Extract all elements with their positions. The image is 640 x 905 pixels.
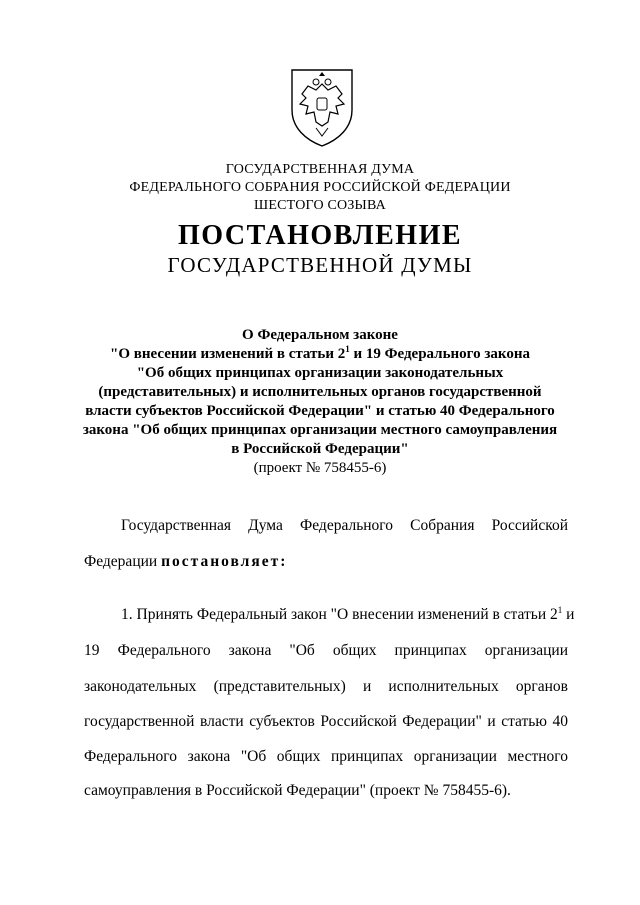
title-line-5: власти субъектов Российской Федерации" и статью 40 Федерального (85, 403, 555, 419)
title-line-2: "О внесении изменений в статьи $2^1$ и 19 Федерального закона (110, 344, 530, 362)
document-type: ПОСТАНОВЛЕНИЕ (177, 220, 463, 251)
paragraph-2-line-2: 19 Федерального закона "Об общих принципах организации (84, 642, 568, 659)
title-line-7: в Российской Федерации" (231, 441, 409, 457)
paragraph-2-line-6: самоуправления в Российской Федерации" (проект № 758455-6). (84, 782, 511, 799)
paragraph-2-line-4: государственной власти субъектов Российской Федерации" и статью 40 (84, 713, 568, 730)
header-convocation: ШЕСТОГО СОЗЫВА (254, 198, 386, 213)
paragraph-1-line-2: Федерации постановляет: (84, 553, 288, 570)
state-emblem-icon (286, 66, 358, 148)
document-subtype: ГОСУДАРСТВЕННОЙ ДУМЫ (167, 253, 473, 277)
paragraph-2-line-1: 1. Принять Федеральный закон "О внесении изменений в статьи $2^1$ и (121, 604, 575, 623)
title-line-6: закона "Об общих принципах организации местного самоуправления (82, 422, 558, 438)
paragraph-1-line-1: Государственная Дума Федерального Собрания Российской (121, 517, 568, 534)
header-assembly: ФЕДЕРАЛЬНОГО СОБРАНИЯ РОССИЙСКОЙ ФЕДЕРАЦИИ (129, 180, 511, 195)
title-line-4: (представительных) и исполнительных органов государственной (98, 384, 542, 400)
title-line-3: "Об общих принципах организации законодательных (136, 365, 504, 381)
header-duma: ГОСУДАРСТВЕННАЯ ДУМА (225, 162, 415, 177)
paragraph-2-line-5: Федерального закона "Об общих принципах организации местного (84, 748, 568, 765)
project-number: (проект № 758455-6) (253, 460, 387, 476)
paragraph-2-line-3: законодательных (представительных) и исполнительных органов (84, 678, 568, 695)
title-line-1: О Федеральном законе (242, 327, 398, 343)
